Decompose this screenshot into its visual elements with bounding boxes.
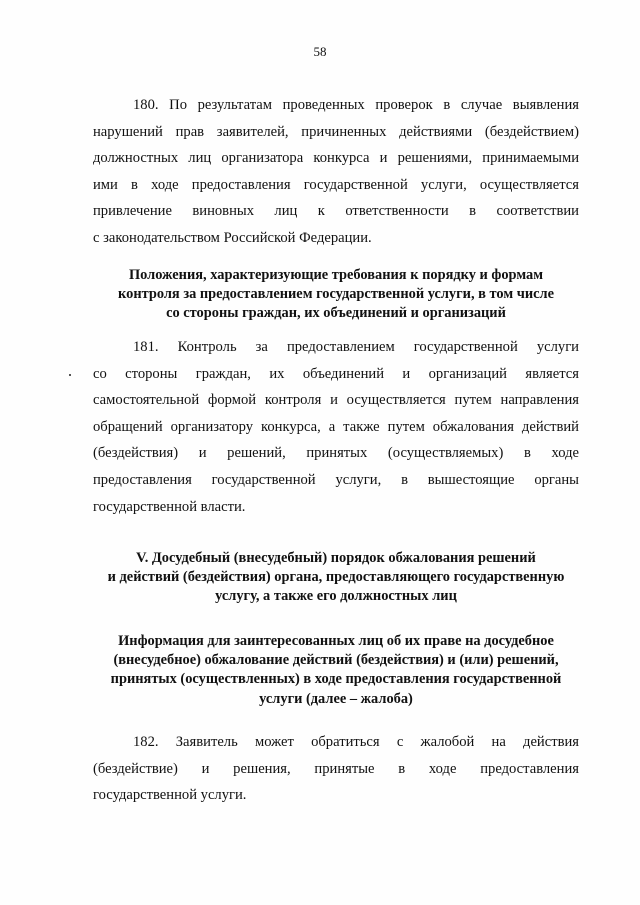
heading-line: Положения, характеризующие требования к порядку и формам	[128, 267, 544, 283]
paragraph-line: государственной услуги.	[93, 787, 247, 804]
heading-line: (внесудебное) обжалование действий (бездействия) и (или) решений,	[113, 652, 559, 669]
paragraph-line: государственной власти.	[93, 498, 246, 515]
heading-line: Информация для заинтересованных лиц об их праве на досудебное	[118, 633, 554, 649]
paragraph-line: 182. Заявитель может обратиться с жалобой на действия	[133, 734, 579, 750]
scan-mark	[69, 374, 71, 376]
paragraph-182	[93, 729, 579, 809]
paragraph-181	[93, 334, 579, 520]
heading-line: услугу, а также его должностных лиц	[215, 588, 457, 605]
paragraph-line: должностных лиц организатора конкурса и решениями, принимаемыми	[93, 150, 579, 167]
heading-line: со стороны граждан, их объединений и организаций	[166, 305, 506, 322]
section-heading-control	[93, 266, 579, 324]
paragraph-line: 181. Контроль за предоставлением государственной услуги	[133, 339, 579, 355]
section-heading-v	[93, 549, 579, 607]
page-number: 58	[313, 44, 327, 59]
paragraph-line: (бездействие) и решения, принятые в ходе предоставления	[93, 760, 579, 777]
paragraph-180	[93, 92, 579, 252]
heading-line: услуги (далее – жалоба)	[259, 690, 413, 707]
section-heading-complaint-info	[93, 632, 579, 709]
paragraph-line: привлечение виновных лиц к ответственности в соответствии	[93, 203, 579, 220]
paragraph-line: обращений организатору конкурса, а также путем обжалования действий	[93, 418, 579, 435]
paragraph-line: (бездействия) и решений, принятых (осуществляемых) в ходе	[93, 445, 579, 462]
heading-line: принятых (осуществленных) в ходе предоставления государственной	[110, 671, 562, 688]
paragraph-line: предоставления государственной услуги, в вышестоящие органы	[93, 471, 579, 488]
paragraph-line: со стороны граждан, их объединений и организаций является	[93, 365, 579, 382]
heading-line: V. Досудебный (внесудебный) порядок обжалования решений	[136, 550, 536, 566]
paragraph-line: самостоятельной формой контроля и осуществляется путем направления	[93, 392, 579, 409]
paragraph-line: 180. По результатам проведенных проверок в случае выявления	[133, 97, 579, 113]
paragraph-line: ими в ходе предоставления государственной услуги, осуществляется	[93, 176, 579, 193]
heading-line: контроля за предоставлением государственной услуги, в том числе	[118, 286, 554, 303]
paragraph-line: с законодательством Российской Федерации.	[93, 229, 372, 246]
heading-line: и действий (бездействия) органа, предоставляющего государственную	[107, 569, 565, 586]
paragraph-line: нарушений прав заявителей, причиненных действиями (бездействием)	[93, 123, 579, 140]
